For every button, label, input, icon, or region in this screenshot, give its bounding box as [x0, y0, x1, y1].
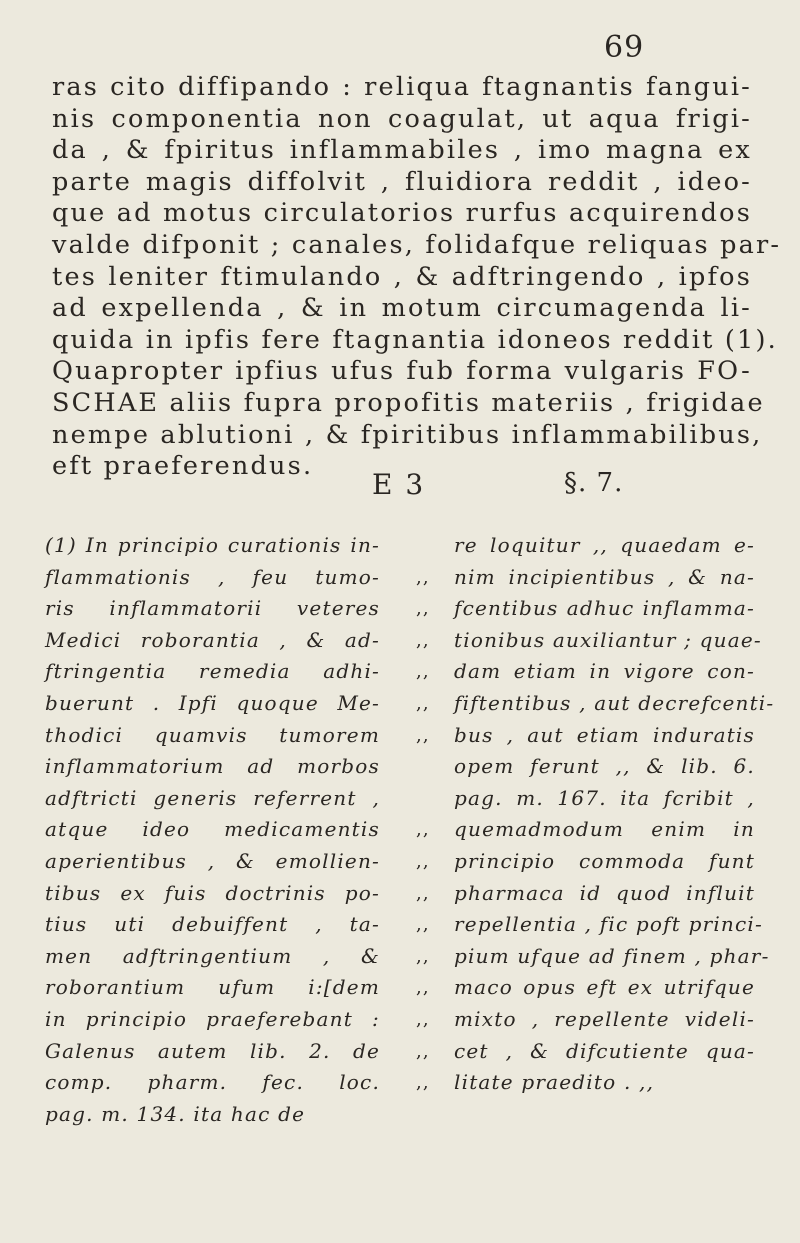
footnote-text: pag. m. 167. ita fcribit ,	[454, 785, 755, 810]
quotation-mark: ,,	[416, 914, 430, 936]
footnote-line: thodici quamvis tumorem	[45, 722, 380, 747]
footnote-line	[410, 1067, 755, 1099]
section-heading: §. 7.	[564, 468, 624, 498]
footnote-line	[410, 1036, 755, 1068]
quotation-mark: ,,	[416, 629, 430, 651]
footnote-line	[410, 941, 770, 973]
footnote-line: Galenus autem lib. 2. de	[45, 1038, 380, 1063]
footnote-line: buerunt . Ipfi quoque Me-	[45, 690, 380, 715]
footnote-line: tibus ex fuis doctrinis po-	[45, 880, 380, 905]
footnote-text: repellentia , fic poft princi-	[454, 912, 763, 937]
footnote-line: tius uti debuiffent , ta-	[45, 912, 380, 937]
quotation-mark: ,,	[416, 566, 430, 588]
footnote-text: cet , & difcutiente qua-	[454, 1038, 755, 1063]
quotation-mark: ,,	[416, 661, 430, 683]
footnote-line: adftricti generis referrent ,	[45, 785, 380, 810]
footnote-line: inflammatorium ad morbos	[45, 754, 380, 779]
quotation-mark: ,,	[416, 1072, 430, 1094]
footnote-line	[410, 1004, 755, 1036]
footnote-line: atque ideo medicamentis	[45, 817, 380, 842]
footnote-line: aperientibus , & emollien-	[45, 848, 380, 873]
main-text-block	[52, 72, 782, 483]
footnote-text: opem ferunt ,, & lib. 6.	[454, 754, 755, 779]
footnote-text: dam etiam in vigore con-	[454, 659, 755, 684]
footnote-line: roborantium ufum i:[dem	[45, 975, 380, 1000]
footnote-line: (1) In principio curationis in-	[45, 533, 380, 557]
footnote-text: pharmaca id quod influit	[454, 880, 755, 905]
footnote-text: fiftentibus , aut decrefcenti-	[454, 690, 775, 715]
text-line: nempe ablutioni , & fpiritibus inflammabilibus,	[52, 419, 763, 450]
footnote-column-right	[410, 530, 775, 1099]
footnote-line: ftringentia remedia adhi-	[45, 659, 380, 684]
text-line: Quapropter ipfius ufus fub forma vulgaris FO-	[52, 356, 752, 387]
text-line: quida in ipfis fere ftagnantia idoneos reddit (1).	[52, 324, 778, 355]
footnote-text: quemadmodum enim in	[454, 817, 755, 842]
footnote-line: men adftringentium , &	[45, 943, 380, 968]
quotation-mark: ,,	[416, 819, 430, 841]
quotation-mark: ,,	[416, 945, 430, 967]
footnote-line	[410, 688, 775, 720]
printer-signature-mark: E 3	[372, 468, 426, 501]
page-number: 69	[604, 30, 645, 65]
footnote-line: flammationis , feu tumo-	[45, 564, 380, 589]
footnote-line	[410, 909, 763, 941]
footnote-column-left	[45, 530, 380, 1130]
text-line: eft praeferendus.	[52, 451, 314, 482]
footnote-text: fcentibus adhuc inflamma-	[454, 596, 755, 621]
footnote-line	[410, 846, 755, 878]
footnote-line	[410, 814, 755, 846]
text-line: nis componentia non coagulat, ut aqua frigi-	[52, 103, 752, 134]
footnote-line	[410, 720, 755, 752]
footnote-line	[410, 562, 755, 594]
text-line: valde difponit ; canales, folidafque reliquas par-	[52, 229, 782, 260]
footnote-text: litate praedito . ,,	[454, 1070, 655, 1095]
quotation-mark: ,,	[416, 977, 430, 999]
footnote-line: in principio praeferebant :	[45, 1006, 380, 1031]
text-line: SCHAE aliis fupra propofitis materiis , frigidae	[52, 387, 765, 418]
quotation-mark: ,,	[416, 724, 430, 746]
footnote-line	[410, 878, 755, 910]
quotation-mark: ,,	[416, 1008, 430, 1030]
footnote-line: Medici roborantia , & ad-	[45, 627, 380, 652]
quotation-mark: ,,	[416, 850, 430, 872]
footnote-text: bus , aut etiam induratis	[454, 722, 755, 747]
footnote-line: pag. m. 134. ita hac de	[45, 1101, 306, 1126]
text-line: tes leniter ftimulando , & adftringendo , ipfos	[52, 261, 752, 292]
quotation-mark: ,,	[416, 692, 430, 714]
footnote-line	[410, 656, 755, 688]
footnote-line	[410, 625, 762, 657]
footnote-text: mixto , repellente videli-	[454, 1006, 755, 1031]
quotation-mark: ,,	[416, 1040, 430, 1062]
text-line: que ad motus circulatorios rurfus acquirendos	[52, 198, 752, 229]
text-line: ras cito diffipando : reliqua ftagnantis fangui-	[52, 72, 752, 102]
footnote-line	[410, 530, 755, 562]
footnote-text: tionibus auxiliantur ; quae-	[454, 627, 762, 652]
text-line: ad expellenda , & in motum circumagenda li-	[52, 293, 752, 324]
footnote-line	[410, 972, 755, 1004]
footnote-text: re loquitur ,, quaedam e-	[454, 533, 755, 557]
footnote-line	[410, 783, 755, 815]
footnote-text: maco opus eft ex utrifque	[454, 975, 755, 1000]
quotation-mark: ,,	[416, 598, 430, 620]
text-line: da , & fpiritus inflammabiles , imo magna ex	[52, 135, 752, 166]
footnote-line	[410, 593, 755, 625]
footnote-text: principio commoda funt	[454, 848, 755, 873]
text-line: parte magis diffolvit , fluidiora reddit , ideo-	[52, 166, 752, 197]
footnote-text: pium ufque ad finem , phar-	[454, 943, 770, 968]
footnote-text: nim incipientibus , & na-	[454, 564, 755, 589]
footnote-line: ris inflammatorii veteres	[45, 596, 380, 621]
footnote-line	[410, 751, 755, 783]
quotation-mark: ,,	[416, 882, 430, 904]
footnote-line: comp. pharm. fec. loc.	[45, 1070, 380, 1095]
